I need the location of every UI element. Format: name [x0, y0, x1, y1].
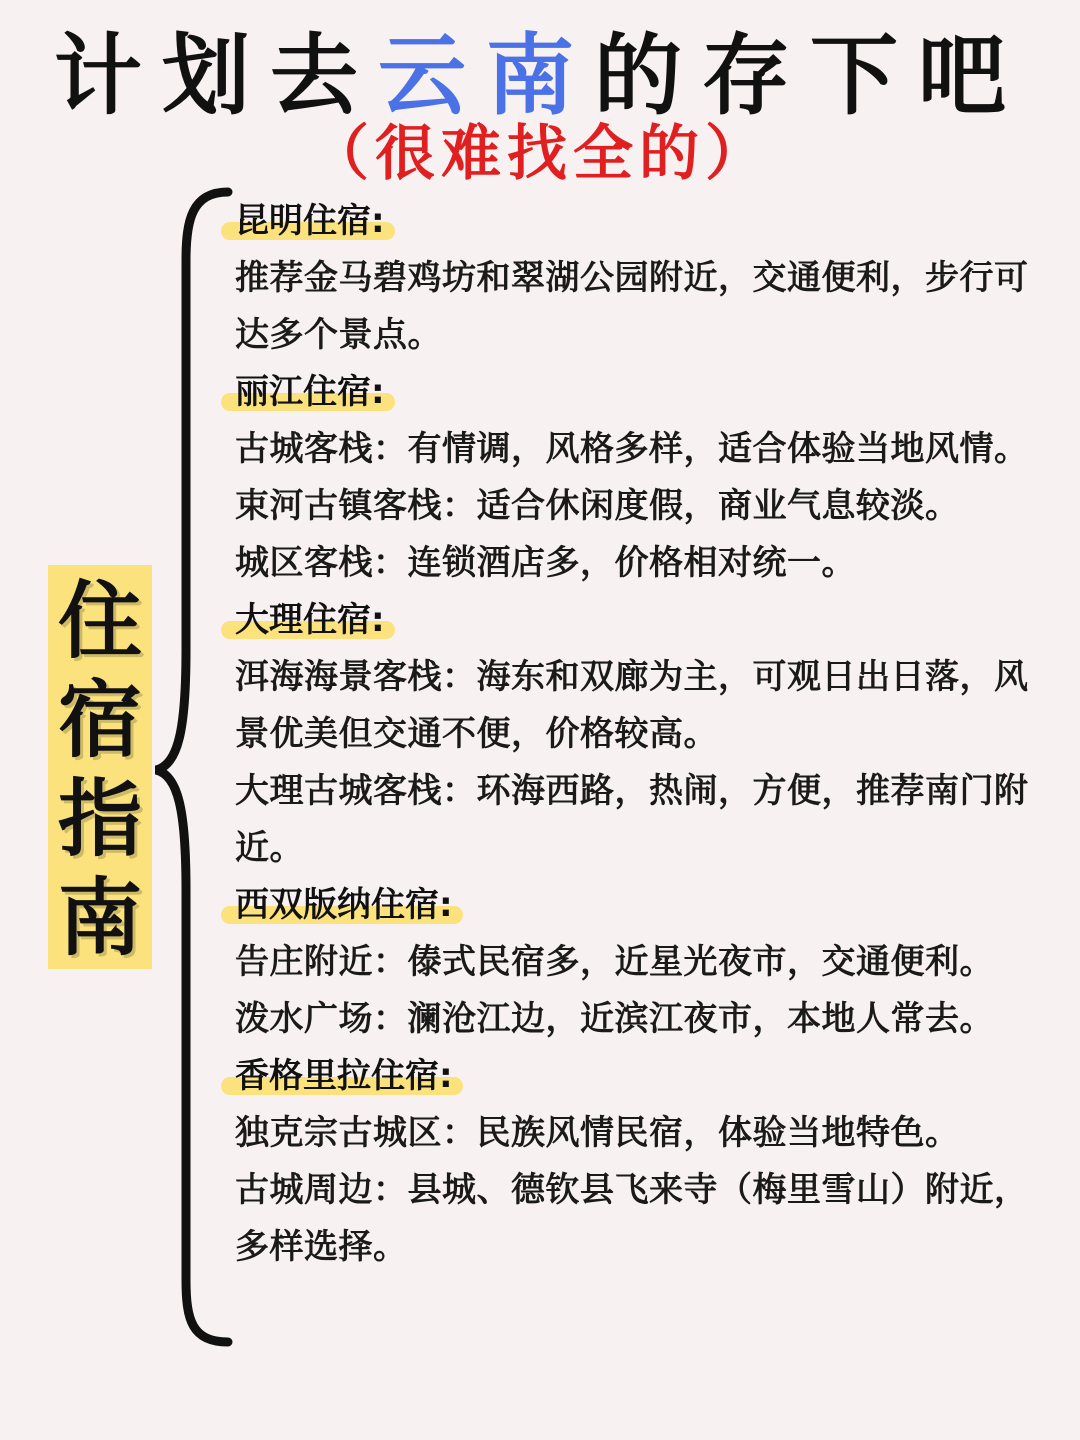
title-highlight: 云南: [377, 24, 594, 127]
section-heading: 西双版纳住宿:: [235, 877, 453, 934]
section-text: 束河古镇客栈：适合休闲度假，商业气息较淡。: [235, 486, 960, 526]
section-text: 告庄附近：傣式民宿多，近星光夜市，交通便利。: [235, 942, 994, 982]
side-label: [48, 572, 152, 968]
section-text: 城区客栈：连锁酒店多，价格相对统一。: [235, 543, 856, 583]
section-text: 大理古城客栈：环海西路，热闹，方便，推荐南门附近。: [235, 771, 1029, 868]
section-heading: 昆明住宿:: [235, 193, 385, 250]
section-lijiang: [235, 364, 1045, 592]
side-label-char: 指: [57, 770, 142, 868]
section-text: 独克宗古城区：民族风情民宿，体验当地特色。: [235, 1113, 960, 1153]
title-part-1: 计划去: [53, 24, 378, 127]
curly-brace: [140, 180, 240, 1360]
section-xishuangbanna: [235, 877, 1045, 1048]
guide-content: [235, 193, 1045, 1276]
section-heading: 香格里拉住宿:: [235, 1048, 453, 1105]
section-heading: 丽江住宿:: [235, 364, 385, 421]
side-label-char: 住: [57, 572, 142, 670]
page-subtitle: （很难找全的）: [309, 119, 771, 189]
section-dali: [235, 592, 1045, 877]
section-shangri-la: [235, 1048, 1045, 1276]
section-text: 古城客栈：有情调，风格多样，适合体验当地风情。: [235, 429, 1029, 469]
side-label-char: 南: [57, 869, 142, 967]
section-text: 洱海海景客栈：海东和双廊为主，可观日出日落，风景优美但交通不便，价格较高。: [235, 657, 1029, 754]
section-heading: 大理住宿:: [235, 592, 385, 649]
title-part-2: 的存下吧: [594, 24, 1027, 127]
side-label-char: 宿: [57, 671, 142, 769]
section-kunming: [235, 193, 1045, 364]
section-text: 推荐金马碧鸡坊和翠湖公园附近，交通便利，步行可达多个景点。: [235, 258, 1029, 355]
section-text: 古城周边：县城、德钦县飞来寺（梅里雪山）附近，多样选择。: [235, 1170, 1029, 1267]
page-title: [0, 24, 1080, 127]
section-text: 泼水广场：澜沧江边，近滨江夜市，本地人常去。: [235, 999, 994, 1039]
